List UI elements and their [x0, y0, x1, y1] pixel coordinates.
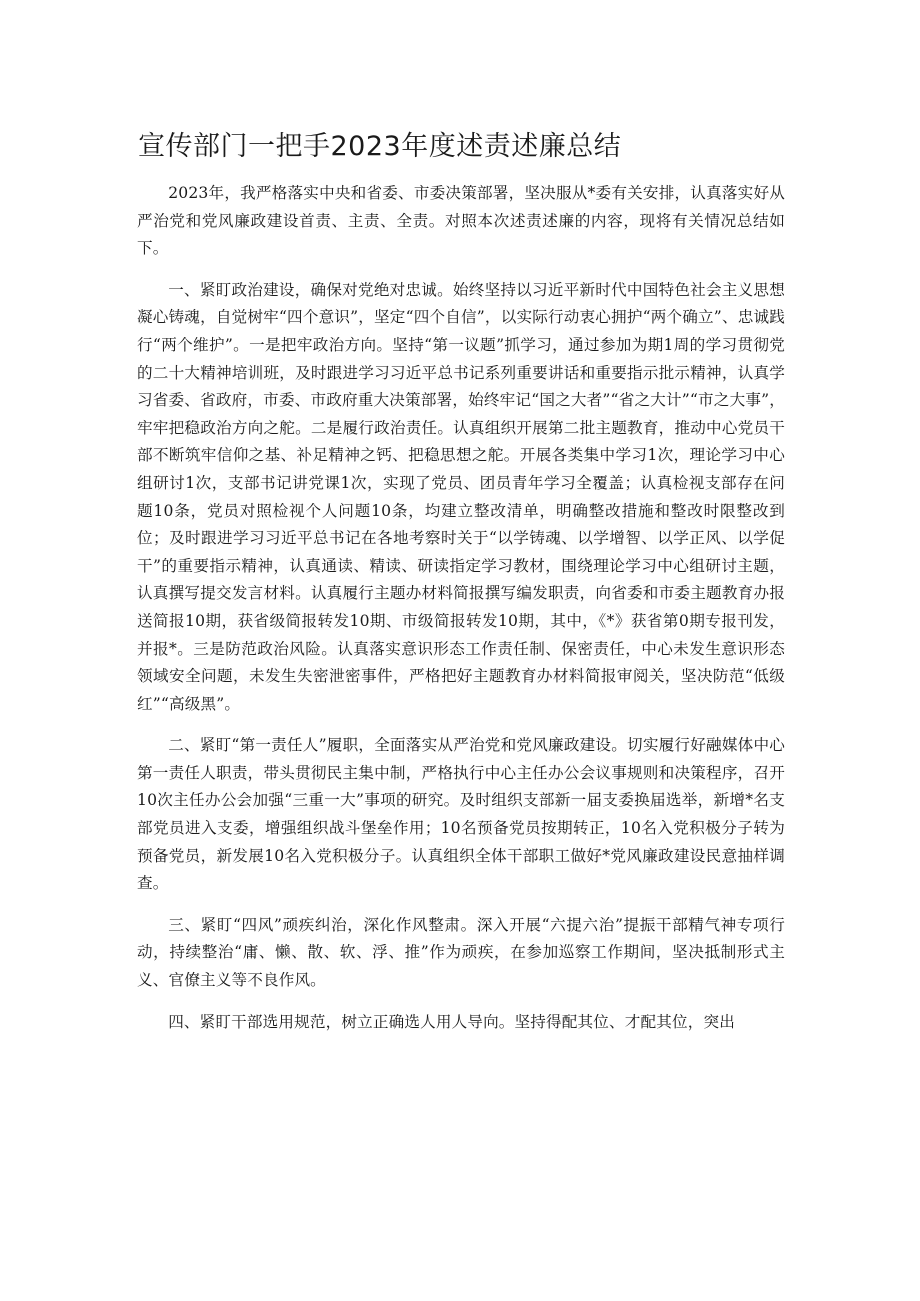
document-title: 宣传部门一把手2023年度述责述廉总结 [138, 131, 622, 162]
paragraph-first-responsible-person: 二、紧盯“第一责任人”履职，全面落实从严治党和党风廉政建设。切实履行好融媒体中心第一责任人职责，带头贯彻民主集中制，严格执行中心主任办公会议事规则和决策程序，召开10次主任办公会加强“三重一大”事项的研究。及时组织支部新一届支委换届选举，新增*名支部党员进入支委，增强组织战斗堡垒作用；10名预备党员按期转正，10名入党积极分子转为预备党员，新发展10名入党积极分子。认真组织全体干部职工做好*党风廉政建设民意抽样调查。 [137, 736, 785, 893]
paragraph-political-construction: 一、紧盯政治建设，确保对党绝对忠诚。始终坚持以习近平新时代中国特色社会主义思想凝心铸魂，自觉树牢“四个意识”，坚定“四个自信”，以实际行动衷心拥护“两个确立”、忠诚践行“两个维护”。一是把牢政治方向。坚持“第一议题”抓学习，通过参加为期1周的学习贯彻党的二十大精神培训班，及时跟进学习习近平总书记系列重要讲话和重要指示批示精神，认真学习省委、省政府，市委、市政府重大决策部署，始终牢记“国之大者”“省之大计”“市之大事”，牢牢把稳政治方向之舵。二是履行政治责任。认真组织开展第二批主题教育，推动中心党员干部不断筑牢信仰之基、补足精神之钙、把稳思想之舵。开展各类集中学习1次，理论学习中心组研讨1次，支部书记讲党课1次，实现了党员、团员青年学习全覆盖；认真检视支部存在问题10条，党员对照检视个人问题10条，均建立整改清单，明确整改措施和整改时限整改到位；及时跟进学习习近平总书记在各地考察时关于“以学铸魂、以学增智、以学正风、以学促干”的重要指示精神，认真通读、精读、研读指定学习教材，围绕理论学习中心组研讨主题，认真撰写提交发言材料。认真履行主题办材料简报撰写编发职责，向省委和市委主题教育办报送简报10期，获省级简报转发10期、市级简报转发10期，其中，《*》获省第0期专报刊发，并报*。三是防范政治风险。认真落实意识形态工作责任制、保密责任，中心未发生意识形态领域安全问题，未发生失密泄密事件，严格把好主题教育办材料简报审阅关，坚决防范“低级红”“高级黑”。 [137, 280, 785, 713]
document-body [137, 180, 785, 1037]
paragraph-cadre-selection: 四、紧盯干部选用规范，树立正确选人用人导向。坚持得配其位、才配其位，突出 [168, 1012, 735, 1031]
paragraph-four-winds: 三、紧盯“四风”顽疾纠治，深化作风整肃。深入开展“六提六治”提振干部精气神专项行动，持续整治“庸、懒、散、软、浮、推”作为顽疾，在参加巡察工作期间，坚决抵制形式主义、官僚主义等不良作风。 [137, 915, 785, 990]
paragraph-intro: 2023年，我严格落实中央和省委、市委决策部署，坚决服从*委有关安排，认真落实好从严治党和党风廉政建设首责、主责、全责。对照本次述责述廉的内容，现将有关情况总结如下。 [137, 184, 785, 258]
